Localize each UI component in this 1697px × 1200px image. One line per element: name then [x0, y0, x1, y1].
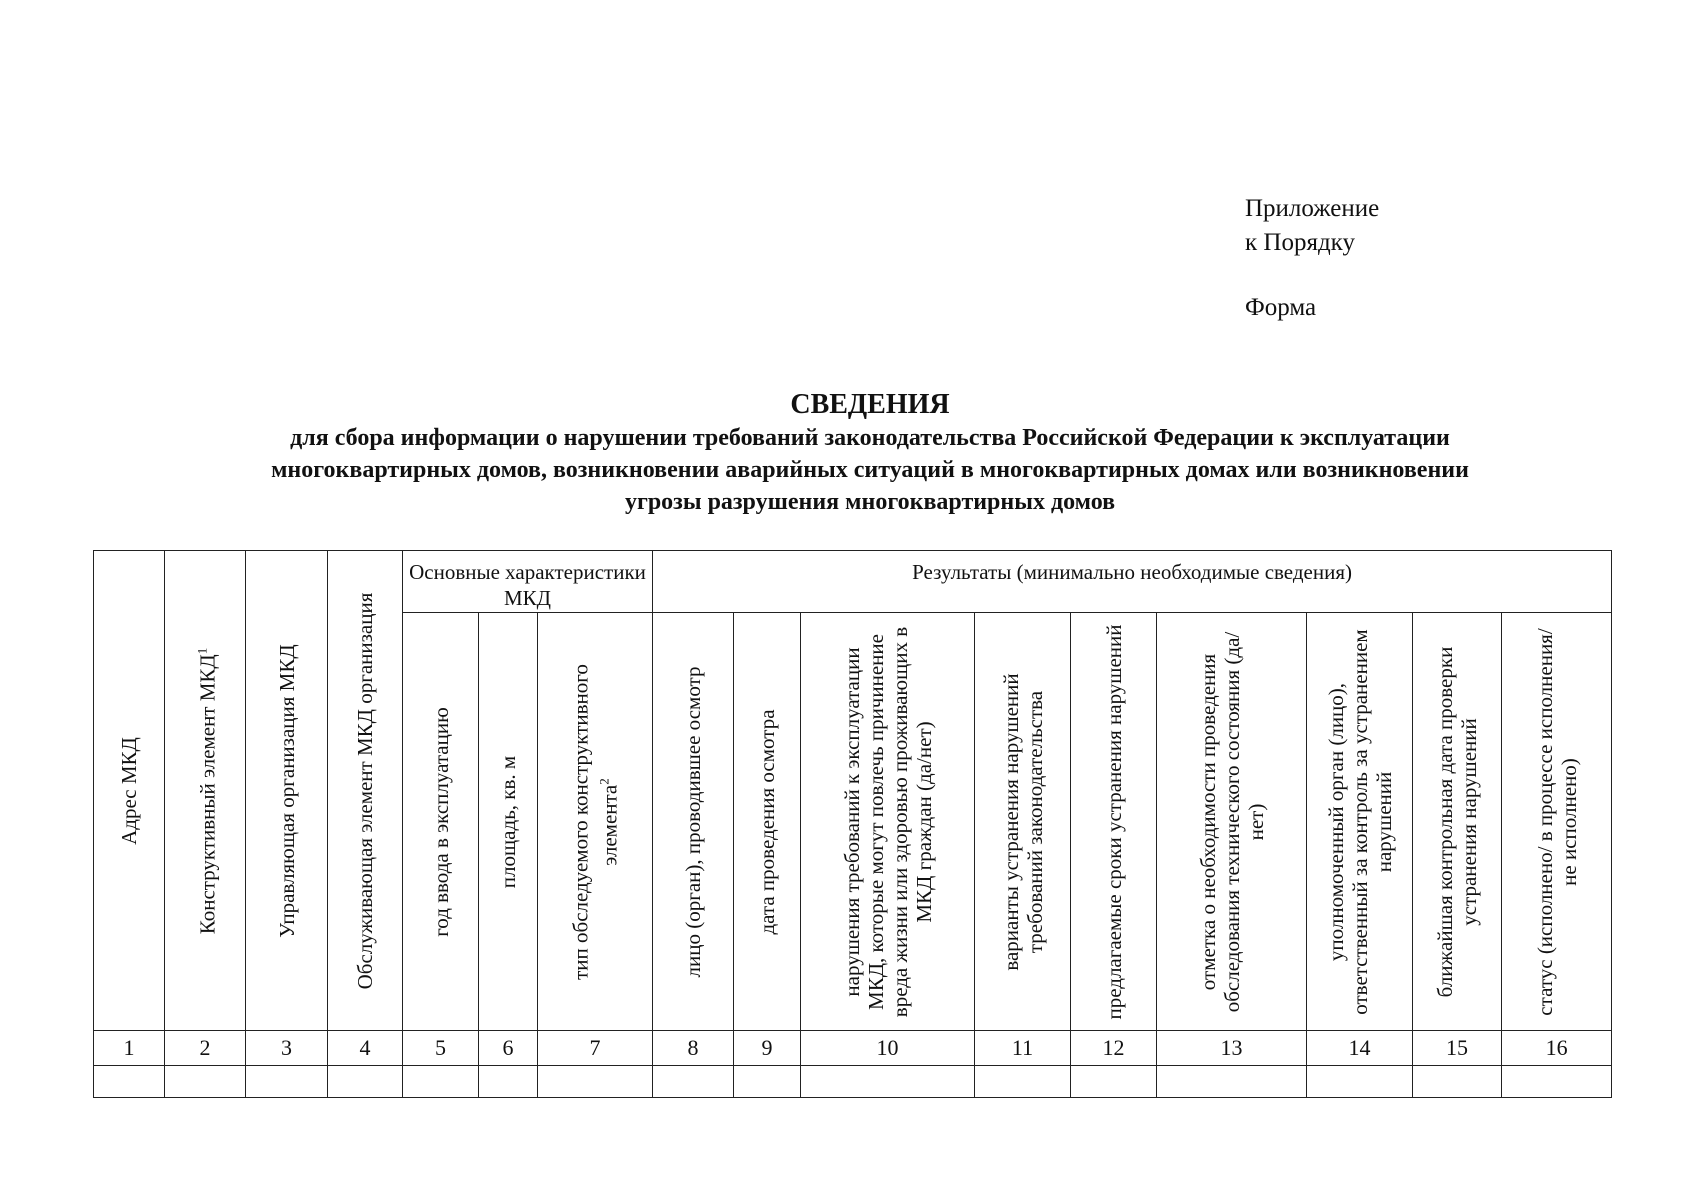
column-number: 2 — [165, 1031, 246, 1066]
appendix-reference: к Порядку — [1245, 229, 1355, 256]
header-col-15: ближайшая контрольная дата проверки устранения нарушений — [1413, 613, 1502, 1031]
blank-cell — [801, 1066, 975, 1098]
header-col-10: нарушения требований к эксплуатации МКД, которые могут повлечь причинение вреда жизни или здоровью проживающих в МКД граждан (да/нет) — [801, 613, 975, 1031]
title-main: СВЕДЕНИЯ — [790, 389, 950, 420]
header-col-9: дата проведения осмотра — [734, 613, 801, 1031]
blank-entry-row — [94, 1066, 1612, 1098]
footnote-1: 1 — [194, 647, 210, 654]
header-col-2: Конструктивный элемент МКД$^1$ — [165, 551, 246, 1031]
blank-cell — [1413, 1066, 1502, 1098]
blank-cell — [1157, 1066, 1307, 1098]
column-number: 3 — [246, 1031, 328, 1066]
header-col-7: тип обследуемого конструктивного элемента$^2$ — [538, 613, 653, 1031]
column-number: 9 — [734, 1031, 801, 1066]
column-number: 1 — [94, 1031, 165, 1066]
appendix-note — [1245, 192, 1379, 325]
blank-cell — [94, 1066, 165, 1098]
form-table — [93, 550, 1612, 1098]
blank-cell — [1307, 1066, 1413, 1098]
blank-cell — [538, 1066, 653, 1098]
appendix-label: Приложение — [1245, 195, 1380, 222]
column-number: 16 — [1502, 1031, 1612, 1066]
column-number: 4 — [328, 1031, 403, 1066]
header-col-3: Управляющая организация МКД — [246, 551, 328, 1031]
blank-cell — [1071, 1066, 1157, 1098]
column-number: 13 — [1157, 1031, 1307, 1066]
header-col-6: площадь, кв. м — [479, 613, 538, 1031]
column-number: 7 — [538, 1031, 653, 1066]
blank-cell — [246, 1066, 328, 1098]
header-col-8: лицо (орган), проводившее осмотр — [653, 613, 734, 1031]
header-col-16: статус (исполнено/ в процессе исполнения/ не исполнено) — [1502, 613, 1612, 1031]
column-number: 6 — [479, 1031, 538, 1066]
title-line-1: для сбора информации о нарушении требований законодательства Российской Федерации к эксплуатации — [290, 425, 1450, 451]
column-number: 5 — [403, 1031, 479, 1066]
column-number: 11 — [975, 1031, 1071, 1066]
column-number: 12 — [1071, 1031, 1157, 1066]
blank-cell — [975, 1066, 1071, 1098]
footnote-2: 2 — [596, 777, 612, 785]
column-number: 15 — [1413, 1031, 1502, 1066]
blank-cell — [165, 1066, 246, 1098]
title-line-3: угрозы разрушения многоквартирных домов — [624, 489, 1116, 515]
form-label: Форма — [1245, 294, 1317, 321]
header-col-4: Обслуживающая элемент МКД организация — [328, 551, 403, 1031]
blank-cell — [734, 1066, 801, 1098]
header-col-5: год ввода в эксплуатацию — [403, 613, 479, 1031]
column-number: 10 — [801, 1031, 975, 1066]
group-header-characteristics: Основные характеристики МКД — [403, 551, 653, 613]
column-number-row — [94, 1031, 1612, 1066]
header-col-12: предлагаемые сроки устранения нарушений — [1071, 613, 1157, 1031]
blank-cell — [1502, 1066, 1612, 1098]
column-number: 14 — [1307, 1031, 1413, 1066]
blank-cell — [479, 1066, 538, 1098]
header-col-1: Адрес МКД — [94, 551, 165, 1031]
blank-cell — [328, 1066, 403, 1098]
document-title — [140, 388, 1600, 518]
header-col-14: уполномоченный орган (лицо), ответственный за контроль за устранением нарушений — [1307, 613, 1413, 1031]
header-col-13: отметка о необходимости проведения обследования технического состояния (да/нет) — [1157, 613, 1307, 1031]
blank-cell — [653, 1066, 734, 1098]
header-col-11: варианты устранения нарушений требований законодательства — [975, 613, 1071, 1031]
column-number: 8 — [653, 1031, 734, 1066]
blank-cell — [403, 1066, 479, 1098]
title-line-2: многоквартирных домов, возникновении аварийных ситуаций в многоквартирных домах или возникновении — [271, 457, 1469, 483]
group-header-results: Результаты (минимально необходимые сведения) — [653, 551, 1612, 613]
